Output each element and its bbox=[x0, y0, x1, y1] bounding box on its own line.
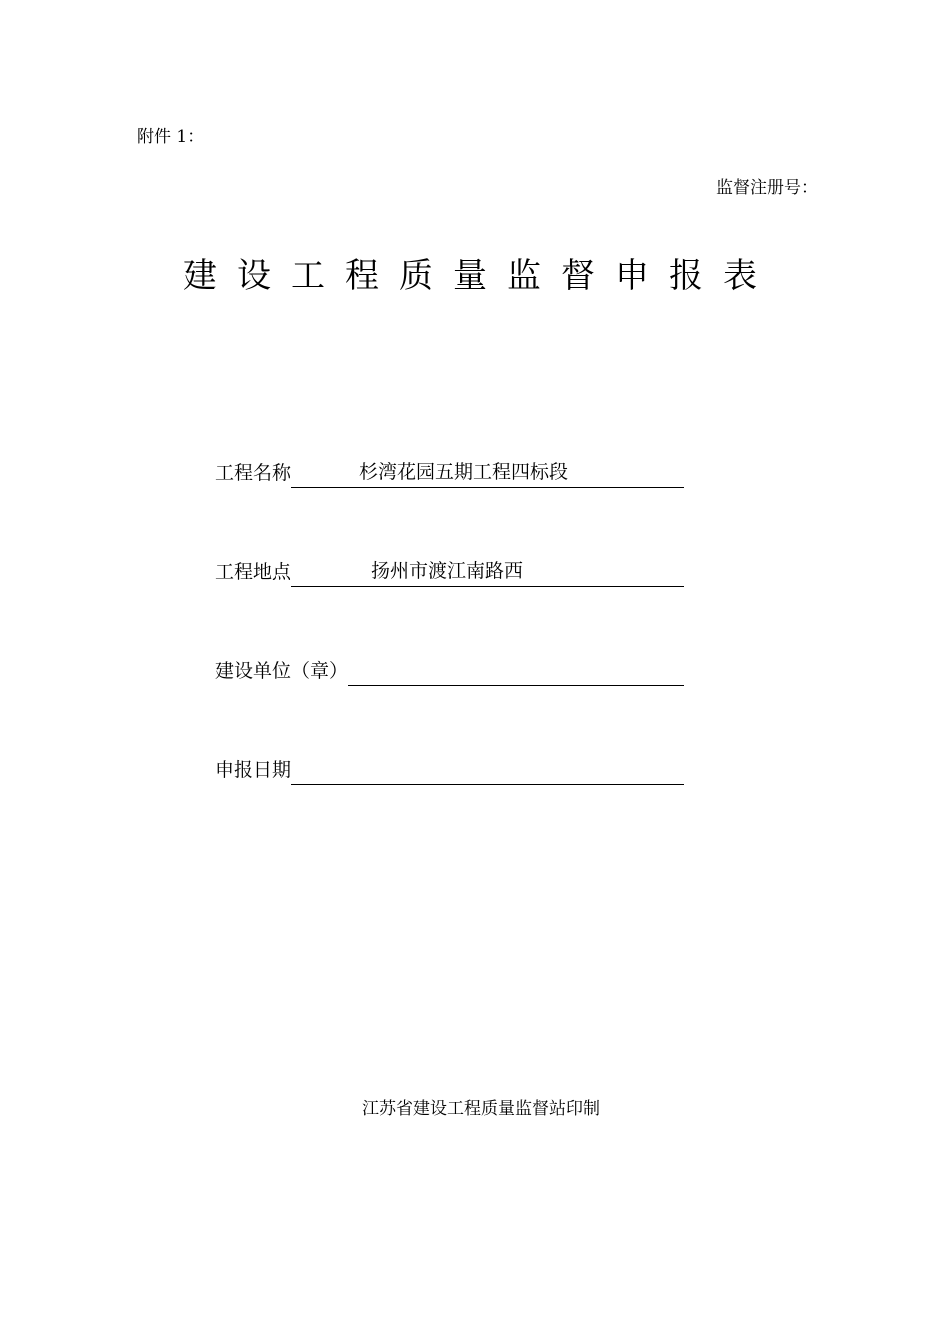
registration-number-label: 监督注册号： bbox=[716, 178, 818, 198]
project-name-value: 杉湾花园五期工程四标段 bbox=[359, 461, 569, 483]
report-date-line[interactable] bbox=[291, 756, 684, 785]
project-name-line[interactable] bbox=[291, 459, 684, 488]
project-location-label: 工程地点 bbox=[215, 561, 292, 583]
issuer-footer: 江苏省建设工程质量监督站印制 bbox=[362, 1099, 600, 1119]
document-title: 建设工程质量监督申报表 bbox=[183, 256, 777, 296]
report-date-field bbox=[215, 755, 684, 785]
attachment-label: 附件 1： bbox=[137, 127, 205, 147]
construction-unit-field bbox=[215, 656, 684, 686]
project-name-label: 工程名称 bbox=[215, 462, 292, 484]
project-name-field bbox=[215, 458, 684, 488]
construction-unit-line[interactable] bbox=[348, 657, 684, 686]
report-date-label: 申报日期 bbox=[215, 759, 292, 781]
project-location-line[interactable] bbox=[291, 558, 684, 587]
project-location-field bbox=[215, 557, 684, 587]
project-location-value: 扬州市渡江南路西 bbox=[371, 560, 524, 582]
construction-unit-label: 建设单位（章） bbox=[215, 660, 349, 682]
